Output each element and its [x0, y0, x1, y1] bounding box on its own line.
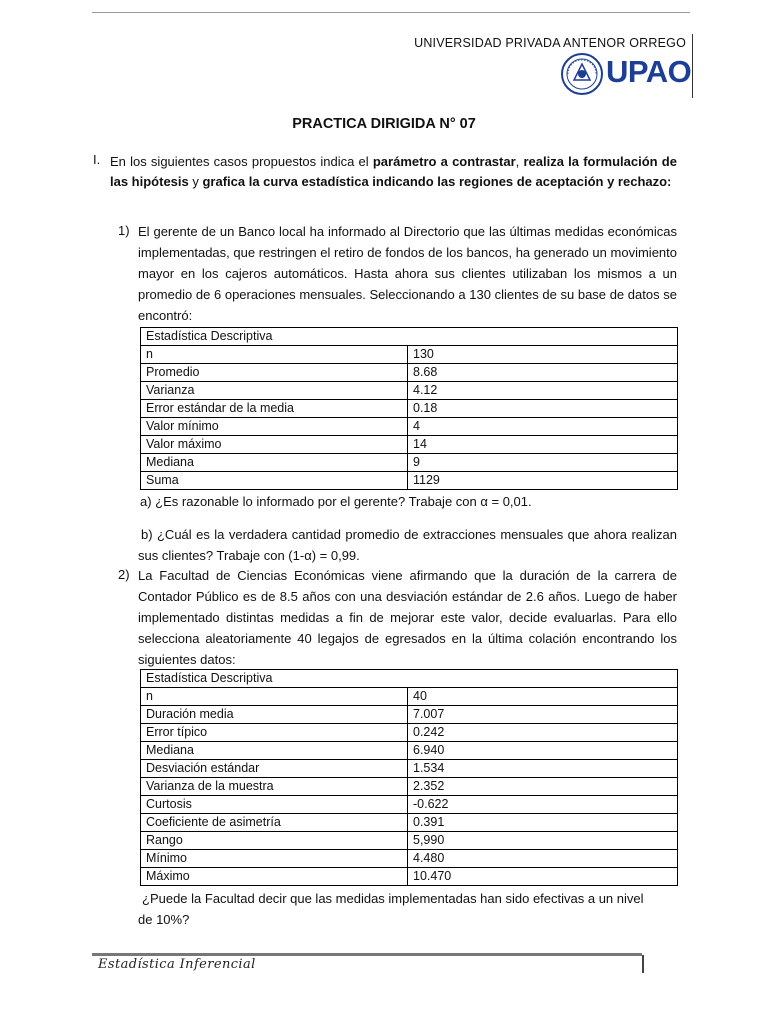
table-row — [141, 400, 678, 418]
header-rule — [92, 12, 690, 13]
instruction-part: realiza la formulación de las hipótesis — [110, 154, 677, 189]
row-label: Valor mínimo — [141, 418, 408, 436]
row-label: Desviación estándar — [141, 760, 408, 778]
table-row — [141, 760, 678, 778]
table-row — [141, 364, 678, 382]
row-label: Valor máximo — [141, 436, 408, 454]
problem-1-number: 1) — [118, 223, 130, 238]
footer-rule — [92, 953, 642, 956]
instruction-part: En los siguientes casos propuestos indica el — [110, 154, 373, 169]
row-value: 8.68 — [408, 364, 678, 382]
logo-text: UPAO — [606, 54, 692, 89]
section-instructions — [110, 152, 677, 192]
row-value: 0.391 — [408, 814, 678, 832]
row-label: Mínimo — [141, 850, 408, 868]
row-value: 1.534 — [408, 760, 678, 778]
section-number: I. — [93, 152, 101, 167]
row-value: 0.18 — [408, 400, 678, 418]
row-label: Varianza — [141, 382, 408, 400]
instruction-part: grafica la curva estadística indicando las regiones de aceptación y rechazo: — [202, 174, 672, 189]
table-row — [141, 832, 678, 850]
problem-2-stats-table — [140, 669, 678, 886]
question-1b: b) ¿Cuál es la verdadera cantidad promedio de extracciones mensuales que ahora realizan sus clientes? Trabaje con (1-α) = 0,99. — [138, 527, 677, 563]
table-row — [141, 382, 678, 400]
header-divider — [692, 34, 693, 98]
problem-2-text: La Facultad de Ciencias Económicas viene afirmando que la duración de la carrera de Contador Público es de 8.5 años con una desviación estándar de 2.6 años. Luego de haber implementado distintas medidas a fin de mejorar este valor, decide evaluarlas. Para ello selecciona aleatoriamente 40 legajos de egresados en la última colación encontrando los siguientes datos: — [138, 568, 677, 667]
instruction-part: , — [515, 154, 524, 169]
table-row — [141, 436, 678, 454]
table-row — [141, 778, 678, 796]
table-row — [141, 850, 678, 868]
problem-2-number: 2) — [118, 567, 130, 582]
table-row — [141, 472, 678, 490]
question-1a: a) ¿Es razonable lo informado por el gerente? Trabaje con α = 0,01. — [140, 494, 532, 509]
footer-course-name: Estadística Inferencial — [98, 957, 256, 972]
footer-divider — [642, 955, 644, 973]
row-label: Rango — [141, 832, 408, 850]
problem-1-stats-table — [140, 327, 678, 490]
table-row — [141, 868, 678, 886]
instruction-part: y — [188, 174, 203, 189]
row-value: 130 — [408, 346, 678, 364]
row-value: 9 — [408, 454, 678, 472]
table-row — [141, 814, 678, 832]
row-value: 4.480 — [408, 850, 678, 868]
table-row — [141, 796, 678, 814]
row-label: Mediana — [141, 454, 408, 472]
row-label: Coeficiente de asimetría — [141, 814, 408, 832]
row-value: 0.242 — [408, 724, 678, 742]
table-row — [141, 346, 678, 364]
row-value: 7.007 — [408, 706, 678, 724]
row-label: Suma — [141, 472, 408, 490]
row-label: Mediana — [141, 742, 408, 760]
table-header-row — [141, 670, 678, 688]
table-header: Estadística Descriptiva — [141, 670, 678, 688]
row-value: 2.352 — [408, 778, 678, 796]
table-row — [141, 688, 678, 706]
row-label: Duración media — [141, 706, 408, 724]
row-label: Promedio — [141, 364, 408, 382]
row-value: 40 — [408, 688, 678, 706]
table-header: Estadística Descriptiva — [141, 328, 678, 346]
row-value: 5,990 — [408, 832, 678, 850]
problem-1-text: El gerente de un Banco local ha informado al Directorio que las últimas medidas económicas implementadas, que restringen el retiro de fondos de los bancos, ha generado un movimiento mayor en los cajeros automáticos. Hasta ahora sus clientes utilizaban los mismos a un promedio de 6 operaciones mensuales. Seleccionando a 130 clientes de su base de datos se encontró: — [138, 224, 677, 323]
question-2: ¿Puede la Facultad decir que las medidas implementadas han sido efectivas a un nivel de 10%? — [138, 891, 644, 927]
table-row — [141, 742, 678, 760]
upao-logo — [560, 52, 692, 100]
row-label: n — [141, 688, 408, 706]
instruction-part: parámetro a contrastar — [372, 154, 516, 169]
row-value: 1129 — [408, 472, 678, 490]
row-label: Curtosis — [141, 796, 408, 814]
row-value: 4 — [408, 418, 678, 436]
row-label: n — [141, 346, 408, 364]
university-name: UNIVERSIDAD PRIVADA ANTENOR ORREGO — [414, 36, 686, 50]
table-row — [141, 418, 678, 436]
university-seal-icon — [560, 52, 604, 96]
row-label: Error típico — [141, 724, 408, 742]
table-header-row — [141, 328, 678, 346]
row-value: -0.622 — [408, 796, 678, 814]
page-title: PRACTICA DIRIGIDA N° 07 — [292, 116, 476, 132]
row-label: Error estándar de la media — [141, 400, 408, 418]
row-value: 4.12 — [408, 382, 678, 400]
table-row — [141, 724, 678, 742]
row-value: 10.470 — [408, 868, 678, 886]
row-value: 14 — [408, 436, 678, 454]
row-label: Máximo — [141, 868, 408, 886]
table-row — [141, 706, 678, 724]
row-value: 6.940 — [408, 742, 678, 760]
table-row — [141, 454, 678, 472]
row-label: Varianza de la muestra — [141, 778, 408, 796]
